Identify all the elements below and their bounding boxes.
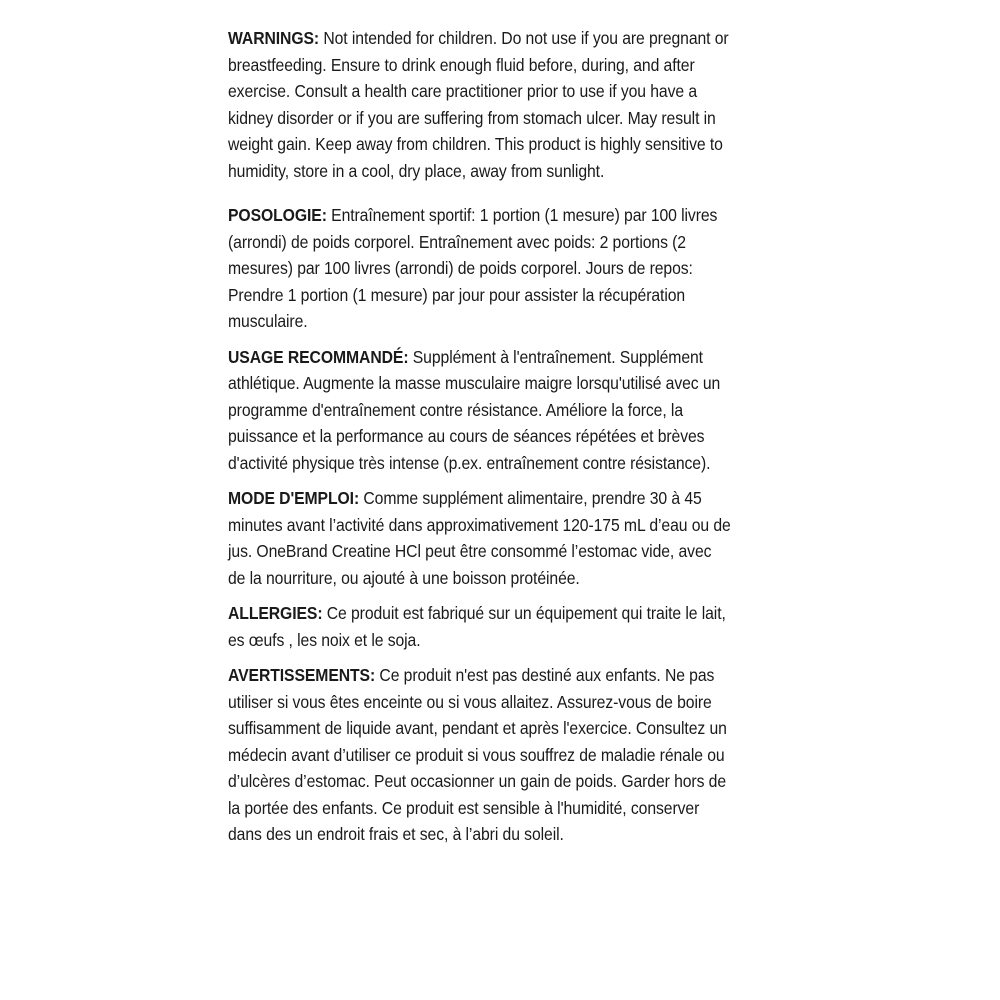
allergies-section: [228, 600, 732, 653]
section-body: Not intended for children. Do not use if you are pregnant or breastfeeding. Ensure to drink enough fluid before, during, and after exercise. Consult a health care practitioner prior to use if you have a kidney disorder or if you are suffering from stomach ulcer. May result in weight gain. Keep away from children. This product is highly sensitive to humidity, store in a cool, dry place, away from sunlight.: [228, 28, 729, 181]
warnings-section: [228, 25, 732, 184]
section-heading: USAGE RECOMMANDÉ:: [228, 346, 413, 367]
section-heading: POSOLOGIE:: [228, 205, 332, 225]
usage-recommande-section: [228, 344, 732, 477]
posologie-section: [228, 202, 732, 335]
section-heading: WARNINGS:: [228, 28, 324, 48]
section-heading: MODE D'EMPLOI:: [228, 488, 364, 508]
section-heading: ALLERGIES:: [228, 603, 327, 623]
section-body: Comme supplément alimentaire, prendre 30 à 45 minutes avant l’activité dans approximativement 120-175 mL d’eau ou de jus. OneBrand Creatine HCl peut être consommé l’estomac vide, avec de la nourriture, ou ajouté à une boisson protéinée.: [228, 488, 731, 588]
product-label-text: [228, 25, 732, 848]
mode-emploi-section: [228, 485, 732, 591]
section-body: Entraînement sportif: 1 portion (1 mesure) par 100 livres (arrondi) de poids corporel. Entraînement avec poids: 2 portions (2 mesures) par 100 livres (arrondi) de poids corporel. Jours de repos: Prendre 1 portion (1 mesure) par jour pour assister la récupération musculaire.: [228, 205, 718, 331]
section-body: Supplément à l'entraînement. Supplément athlétique. Augmente la masse musculaire maigre lorsqu'utilisé avec un programme d'entraînement contre résistance. Améliore la force, la puissance et la performance au cours de séances répétées et brèves d'activité physique très intense (p.ex. entraînement contre résistance).: [228, 346, 721, 473]
section-body: Ce produit est fabriqué sur un équipement qui traite le lait, es œufs , les noix et le soja.: [228, 603, 726, 650]
avertissements-section: [228, 662, 732, 848]
section-heading: AVERTISSEMENTS:: [228, 665, 380, 685]
section-body: Ce produit n'est pas destiné aux enfants. Ne pas utiliser si vous êtes enceinte ou si vous allaitez. Assurez-vous de boire suffisamment de liquide avant, pendant et après l'exercice. Consultez un médecin avant d’utiliser ce produit si vous souffrez de maladie rénale ou d’ulcères d’estomac. Peut occasionner un gain de poids. Garder hors de la portée des enfants. Ce produit est sensible à l'humidité, conserver dans des un endroit frais et sec, à l’abri du soleil.: [228, 665, 727, 844]
